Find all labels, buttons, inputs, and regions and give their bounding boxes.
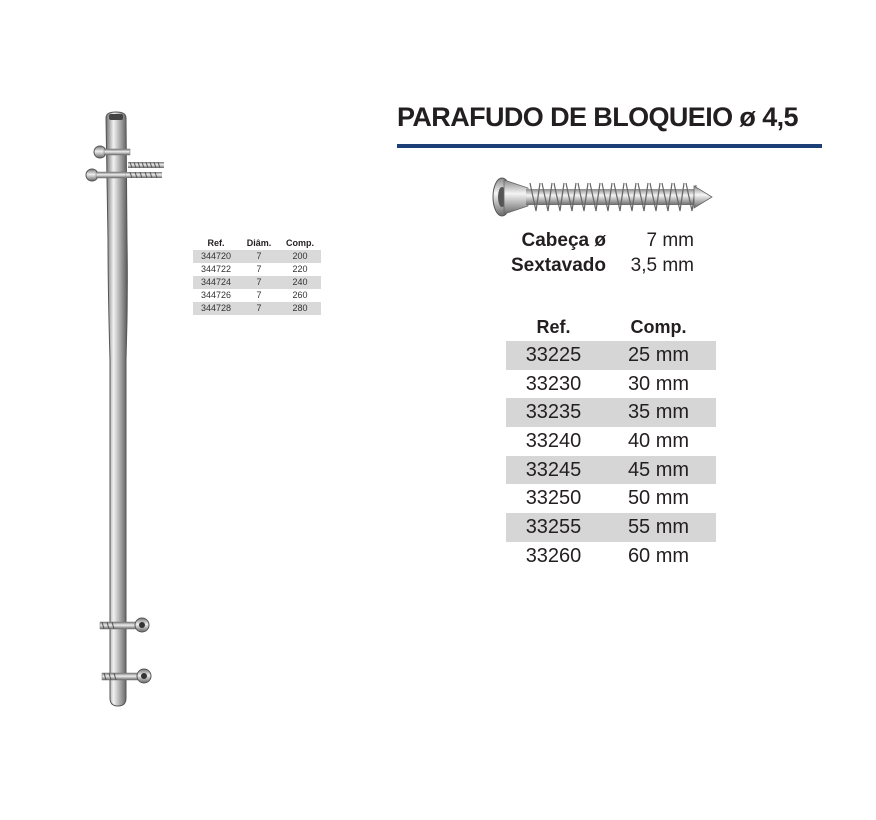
- cell-ref: 344722: [200, 264, 232, 274]
- spec-value: 3,5 mm: [630, 255, 694, 276]
- screw-reference-table: [506, 313, 716, 571]
- cell-ref: 344724: [200, 277, 232, 287]
- table-row: [506, 370, 716, 399]
- table-row: [506, 542, 716, 571]
- table-row: [193, 302, 321, 315]
- cell-ref: 33245: [525, 458, 582, 481]
- cell-ref: 33255: [525, 516, 582, 539]
- cell-ref: 344726: [200, 290, 232, 300]
- table-row: [506, 427, 716, 456]
- cell-comp: 55 mm: [627, 516, 690, 539]
- spec-label: Cabeça ø: [521, 230, 606, 251]
- cell-diam: 7: [256, 264, 262, 274]
- cell-ref: 344728: [200, 303, 232, 313]
- cell-comp: 35 mm: [627, 401, 690, 424]
- small-header-diam: Diâm.: [246, 238, 272, 248]
- table-row: [193, 263, 321, 276]
- cell-ref: 33240: [525, 430, 582, 453]
- table-row: [506, 456, 716, 485]
- table-row: [506, 513, 716, 542]
- spec-head-diameter: [500, 230, 694, 255]
- nail-reference-table: [193, 236, 321, 315]
- cell-diam: 7: [256, 303, 262, 313]
- cell-ref: 33235: [525, 401, 582, 424]
- cell-comp: 280: [292, 303, 308, 313]
- cell-ref: 33250: [525, 487, 582, 510]
- small-table-header: [193, 236, 321, 250]
- table-row: [193, 250, 321, 263]
- cell-ref: 33230: [525, 372, 582, 395]
- cell-comp: 260: [292, 290, 308, 300]
- page-title: PARAFUDO DE BLOQUEIO ø 4,5: [397, 102, 798, 132]
- cell-comp: 40 mm: [627, 430, 690, 453]
- small-header-ref: Ref.: [207, 238, 225, 248]
- title-underline: [397, 144, 822, 148]
- cell-comp: 45 mm: [627, 458, 690, 481]
- table-row: [506, 398, 716, 427]
- spec-value: 7 mm: [646, 230, 694, 251]
- intramedullary-nail-image: [60, 100, 200, 720]
- header-comp: Comp.: [630, 317, 687, 337]
- main-table-header: [506, 313, 716, 341]
- locking-screw-image: [490, 172, 718, 222]
- cell-comp: 220: [292, 264, 308, 274]
- cell-diam: 7: [256, 277, 262, 287]
- spec-hex: [500, 255, 694, 280]
- cell-comp: 240: [292, 277, 308, 287]
- cell-ref: 33225: [525, 344, 582, 366]
- cell-comp: 25 mm: [627, 344, 690, 366]
- cell-ref: 344720: [200, 251, 232, 261]
- small-header-comp: Comp.: [286, 238, 314, 248]
- cell-diam: 7: [256, 251, 262, 261]
- cell-comp: 60 mm: [627, 544, 690, 567]
- cell-comp: 200: [292, 251, 308, 261]
- table-row: [506, 484, 716, 513]
- cell-comp: 30 mm: [627, 372, 690, 395]
- cell-comp: 50 mm: [627, 487, 690, 510]
- cell-diam: 7: [256, 290, 262, 300]
- header-ref: Ref.: [536, 317, 571, 337]
- spec-label: Sextavado: [510, 255, 606, 276]
- table-row: [193, 276, 321, 289]
- cell-ref: 33260: [525, 544, 582, 567]
- table-row: [506, 341, 716, 370]
- screw-specs: [500, 230, 694, 280]
- table-row: [193, 289, 321, 302]
